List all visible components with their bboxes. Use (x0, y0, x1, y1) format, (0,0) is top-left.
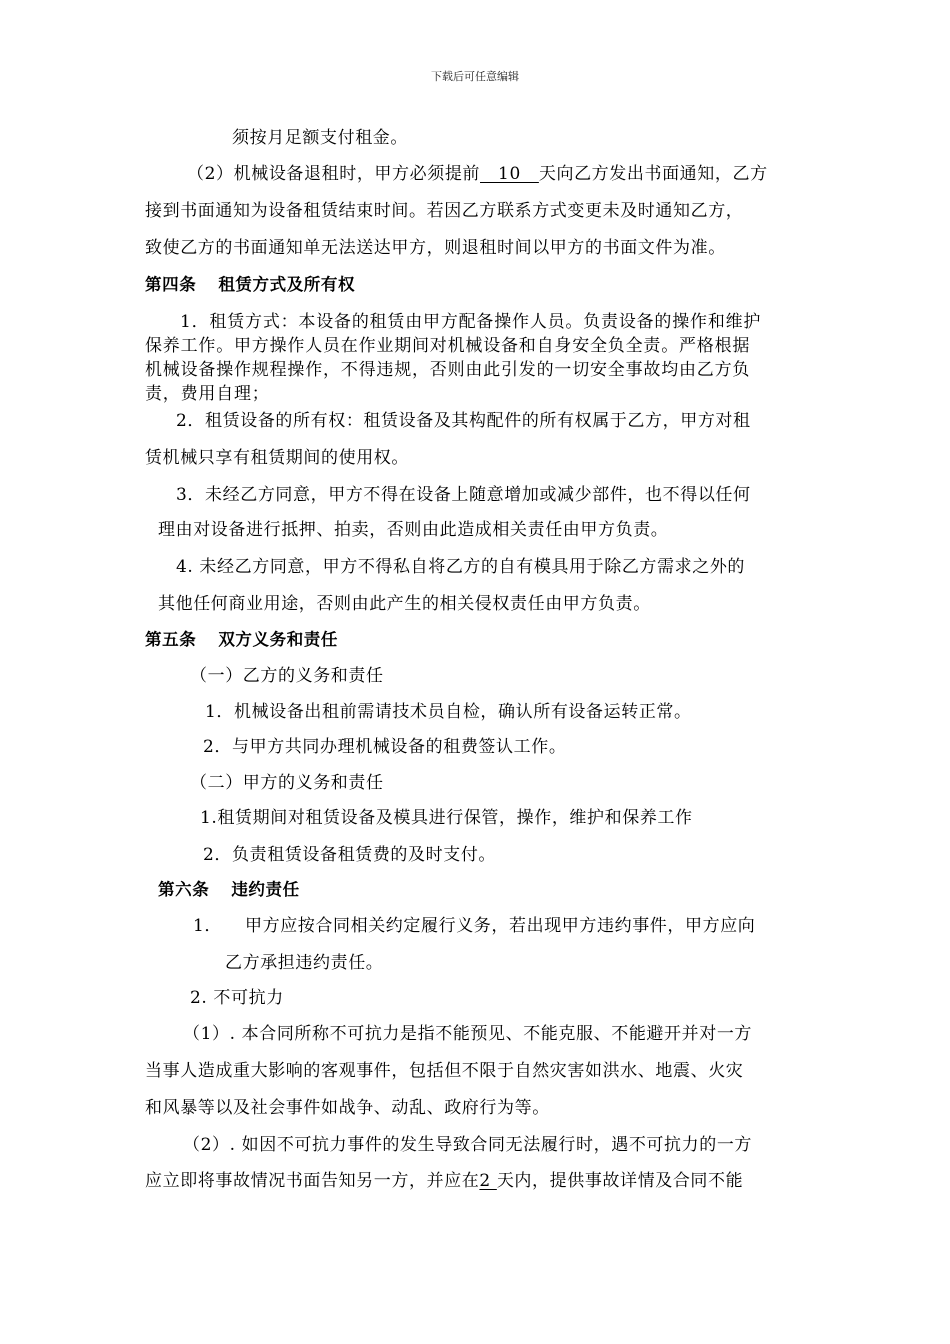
paragraph-line: 1.租赁期间对租赁设备及模具进行保管，操作，维护和保养工作 (200, 808, 693, 828)
paragraph-line: （二）甲方的义务和责任 (190, 773, 384, 793)
paragraph-line: 2．与甲方共同办理机械设备的租费签认工作。 (203, 737, 567, 757)
page-header: 下载后可任意编辑 (431, 70, 519, 83)
paragraph-line (193, 916, 755, 936)
paragraph-line: 和风暴等以及社会事件如战争、动乱、政府行为等。 (145, 1098, 550, 1118)
paragraph-line (187, 164, 768, 184)
report-days-blank: 2 (479, 1171, 497, 1191)
paragraph-line: 赁机械只享有租赁期间的使用权。 (145, 448, 409, 468)
paragraph-line: 责，费用自理； (145, 384, 270, 404)
text-segment: 应立即将事故情况书面告知另一方，并应在 (145, 1171, 480, 1191)
text-segment: （2）机械设备退租时，甲方必须提前 (187, 164, 481, 184)
text-segment: 天向乙方发出书面通知，乙方 (538, 164, 768, 184)
paragraph-line: 1．租赁方式：本设备的租赁由甲方配备操作人员。负责设备的操作和维护 (180, 312, 762, 332)
paragraph-line: 3．未经乙方同意，甲方不得在设备上随意增加或减少部件，也不得以任何 (176, 485, 751, 505)
paragraph-line: 机械设备操作规程操作，不得违规，否则由此引发的一切安全事故均由乙方负 (145, 360, 751, 380)
text-segment: 甲方应按合同相关约定履行义务，若出现甲方违约事件，甲方应向 (245, 916, 756, 936)
article-5-heading (145, 630, 338, 650)
notice-days-blank: 10 (480, 164, 539, 184)
article-title: 租赁方式及所有权 (218, 275, 356, 294)
article-number: 第四条 (145, 275, 197, 294)
article-6-heading (158, 880, 300, 900)
paragraph-line: 致使乙方的书面通知单无法送达甲方，则退租时间以甲方的书面文件为准。 (145, 238, 726, 258)
article-number: 第五条 (145, 630, 197, 649)
paragraph-line: 2．负责租赁设备租赁费的及时支付。 (203, 845, 497, 865)
paragraph-line: 接到书面通知为设备租赁结束时间。若因乙方联系方式变更未及时通知乙方， (145, 201, 744, 221)
paragraph-line: （1）. 本合同所称不可抗力是指不能预见、不能克服、不能避开并对一方 (183, 1024, 753, 1044)
paragraph-line: 保养工作。甲方操作人员在作业期间对机械设备和自身安全负全责。严格根据 (145, 336, 751, 356)
article-title: 违约责任 (231, 880, 300, 899)
article-number: 第六条 (158, 880, 210, 899)
article-title: 双方义务和责任 (218, 630, 339, 649)
article-4-heading (145, 275, 355, 295)
paragraph-line: 2. 不可抗力 (190, 988, 284, 1008)
list-number: 1． (193, 916, 223, 936)
paragraph-line: 当事人造成重大影响的客观事件，包括但不限于自然灾害如洪水、地震、火灾 (145, 1061, 744, 1081)
paragraph-line: （2）. 如因不可抗力事件的发生导致合同无法履行时，遇不可抗力的一方 (183, 1135, 753, 1155)
paragraph-line: （一）乙方的义务和责任 (190, 666, 384, 686)
paragraph-line: 2．租赁设备的所有权：租赁设备及其构配件的所有权属于乙方，甲方对租 (176, 411, 751, 431)
paragraph-line: 理由对设备进行抵押、拍卖，否则由此造成相关责任由甲方负责。 (158, 520, 669, 540)
paragraph-line: 乙方承担违约责任。 (225, 953, 384, 973)
paragraph-line: 其他任何商业用途，否则由此产生的相关侵权责任由甲方负责。 (158, 594, 651, 614)
paragraph-line: 1．机械设备出租前需请技术员自检，确认所有设备运转正常。 (205, 702, 692, 722)
paragraph-line: 4. 未经乙方同意，甲方不得私自将乙方的自有模具用于除乙方需求之外的 (176, 557, 746, 577)
paragraph-line: 须按月足额支付租金。 (232, 128, 408, 148)
paragraph-line (145, 1171, 743, 1191)
text-segment: 天内，提供事故详情及合同不能 (496, 1171, 744, 1191)
